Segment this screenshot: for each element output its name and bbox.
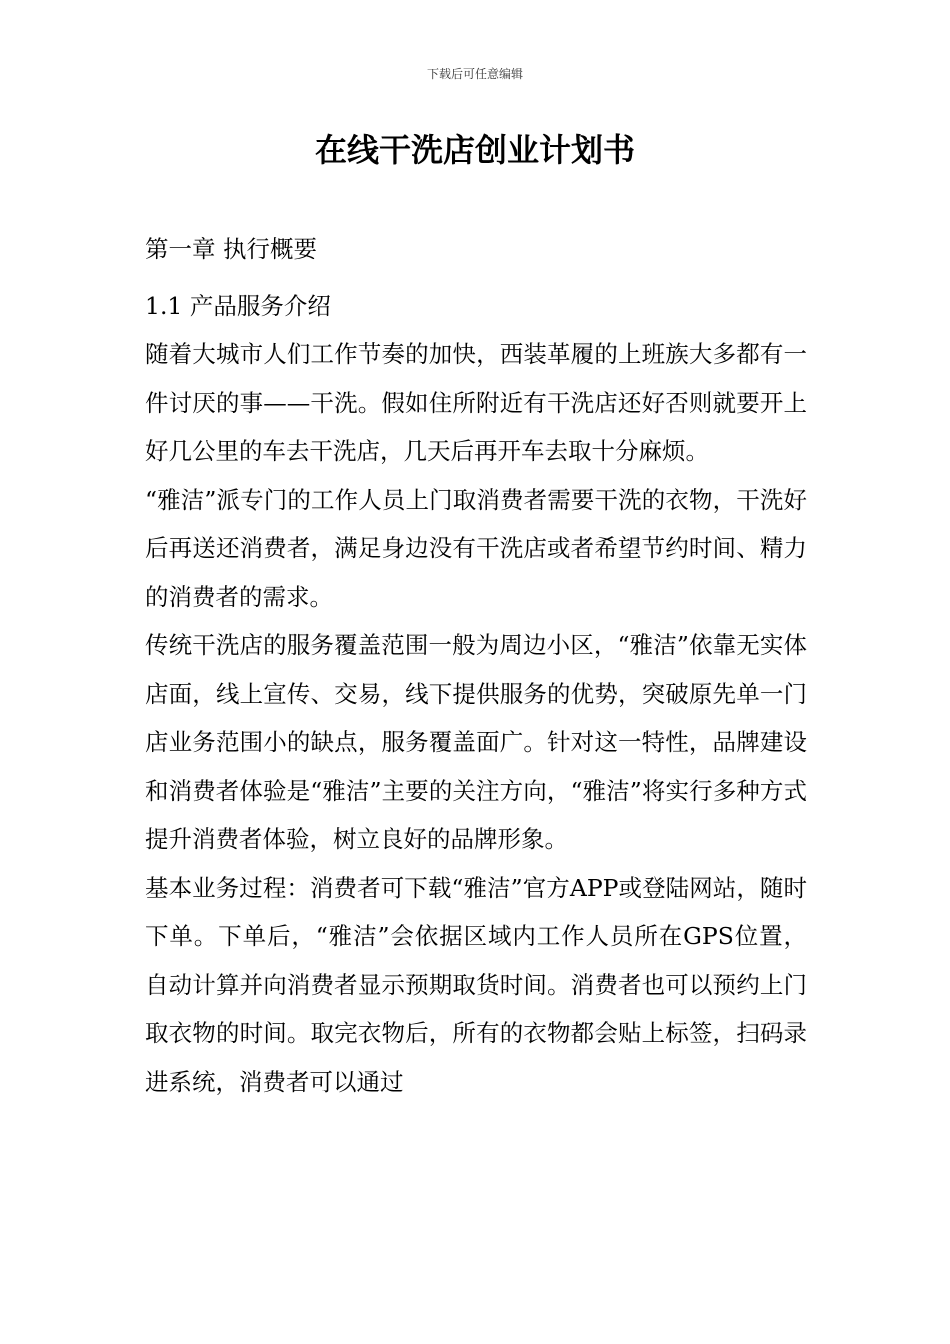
chapter-heading: 第一章 执行概要 bbox=[145, 235, 317, 263]
document-body bbox=[145, 225, 807, 1106]
paragraph-process: 基本业务过程：消费者可下载“雅洁”官方APP或登陆网站，随时下单。下单后，“雅洁”会依据区域内工作人员所在GPS位置，自动计算并向消费者显示预期取货时间。消费者也可以预约上门取衣物的时间。取完衣物后，所有的衣物都会贴上标签，扫码录进系统，消费者可以通过 bbox=[145, 873, 807, 1096]
section-heading: 1.1 产品服务介绍 bbox=[145, 291, 331, 320]
document-title: 在线干洗店创业计划书 bbox=[314, 131, 635, 169]
page-header: 下载后可任意编辑 bbox=[426, 67, 523, 81]
spacer bbox=[145, 274, 807, 282]
paragraph-service: “雅洁”派专门的工作人员上门取消费者需要干洗的衣物，干洗好后再送还消费者，满足身边没有干洗店或者希望节约时间、精力的消费者的需求。 bbox=[145, 485, 807, 611]
paragraph-intro: 随着大城市人们工作节奏的加快，西装革履的上班族大多都有一件讨厌的事——干洗。假如住所附近有干洗店还好否则就要开上好几公里的车去干洗店，几天后再开车去取十分麻烦。 bbox=[145, 340, 807, 465]
paragraph-advantage: 传统干洗店的服务覆盖范围一般为周边小区，“雅洁”依靠无实体店面，线上宣传、交易，线下提供服务的优势，突破原先单一门店业务范围小的缺点，服务覆盖面广。针对这一特性，品牌建设和消费者体验是“雅洁”主要的关注方向，“雅洁”将实行多种方式提升消费者体验，树立良好的品牌形象。 bbox=[145, 631, 807, 853]
